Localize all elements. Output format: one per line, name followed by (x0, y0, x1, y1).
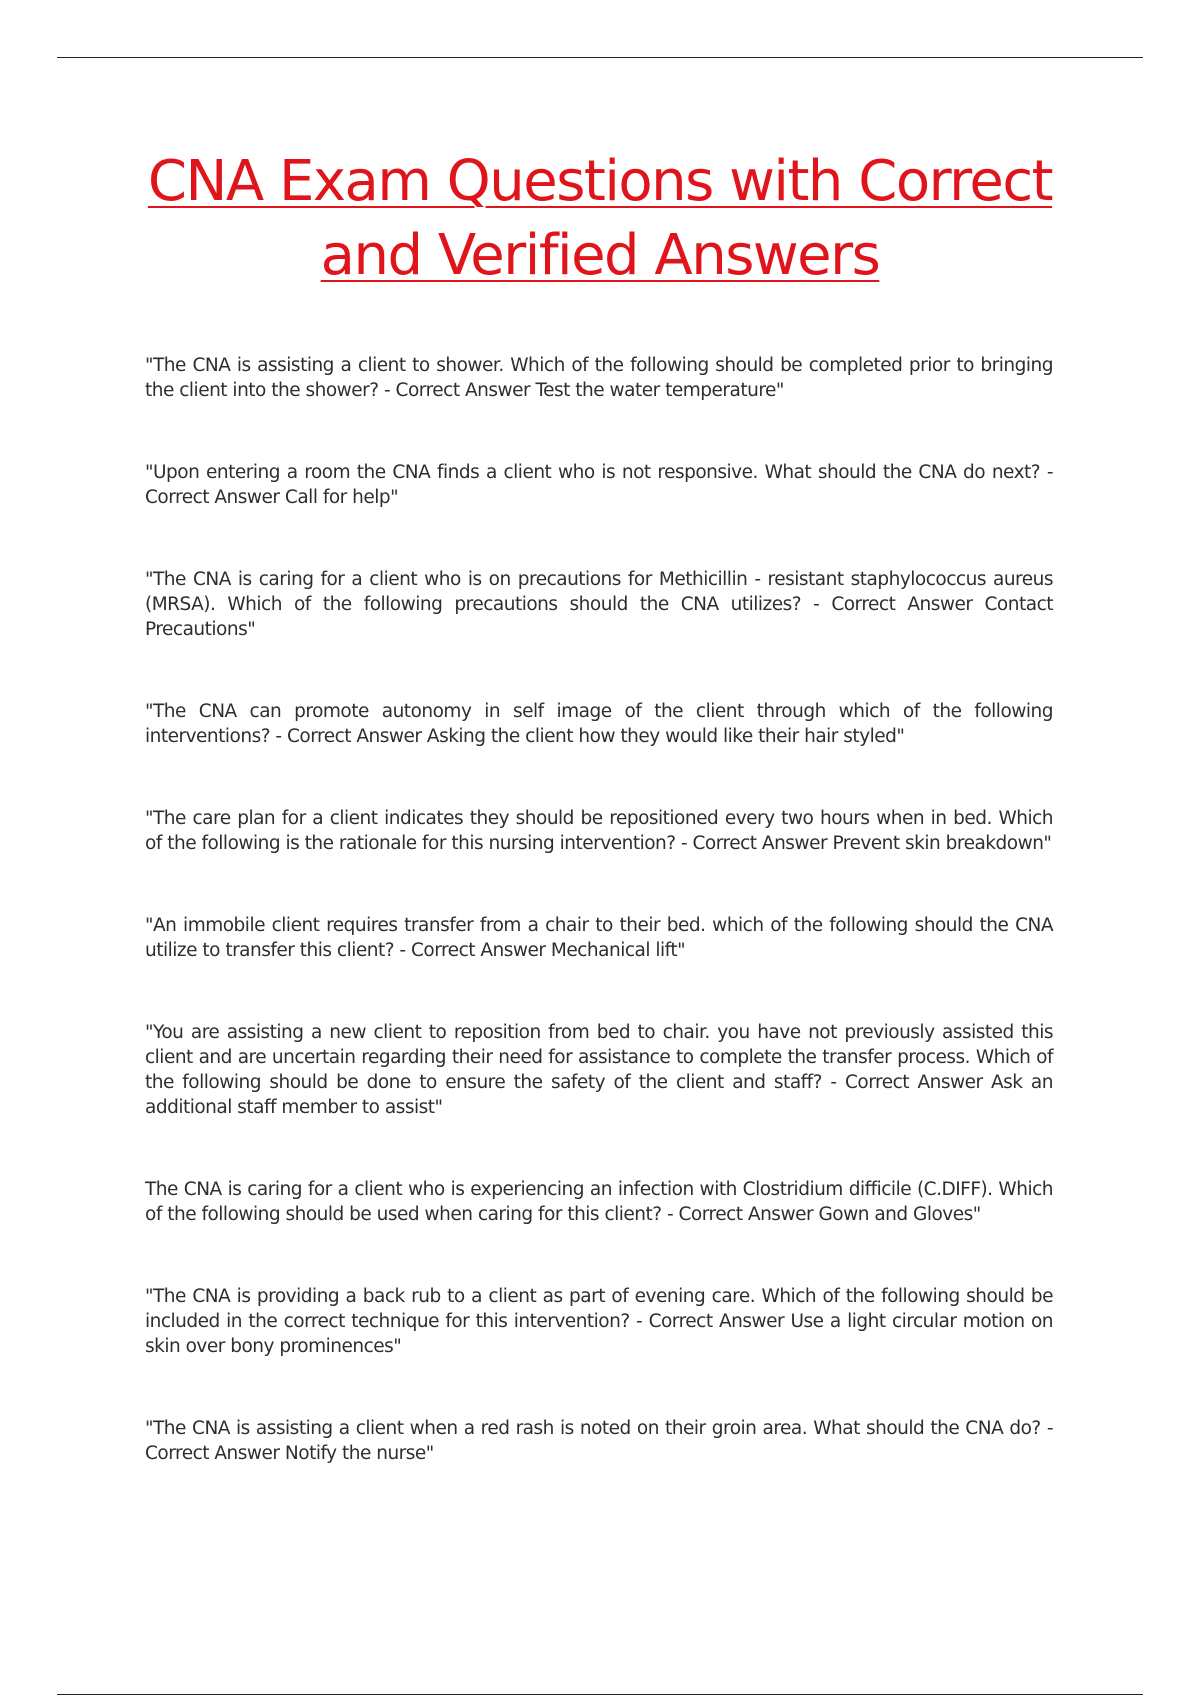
question-item-5: "The care plan for a client indicates they should be repositioned every two hours when in bed. Which of the following is the rationale for this nursing intervention? - Correct Answer Prevent skin breakdown" (145, 808, 1053, 854)
question-item-1: "The CNA is assisting a client to shower. Which of the following should be completed prior to bringing the client into the shower? - Correct Answer Test the water temperature" (145, 355, 1053, 401)
question-item-9: "The CNA is providing a back rub to a client as part of evening care. Which of the following should be included in the correct technique for this intervention? - Correct Answer Use a light circular motion on skin over bony prominences" (145, 1286, 1053, 1357)
question-list (145, 353, 1053, 1523)
question-item-10: "The CNA is assisting a client when a red rash is noted on their groin area. What should the CNA do? - Correct Answer Notify the nurse" (145, 1418, 1053, 1464)
question-item-8: The CNA is caring for a client who is experiencing an infection with Clostridium difficile (C.DIFF). Which of the following should be used when caring for this client? - Correct Answer Gown and Gloves" (145, 1179, 1053, 1225)
question-item-2: "Upon entering a room the CNA finds a client who is not responsive. What should the CNA do next? - Correct Answer Call for help" (145, 462, 1053, 508)
question-item-4: "The CNA can promote autonomy in self image of the client through which of the following interventions? - Correct Answer Asking the client how they would like their hair styled" (145, 701, 1053, 747)
question-item-3: "The CNA is caring for a client who is on precautions for Methicillin - resistant staphylococcus aureus (MRSA). Which of the following precautions should the CNA utilizes? - Correct Answer Contact Precautions" (145, 569, 1053, 640)
question-item-7: "You are assisting a new client to reposition from bed to chair. you have not previously assisted this client and are uncertain regarding their need for assistance to complete the transfer process. Which of the following should be done to ensure the safety of the client and staff? - Correct Answer Ask an additional staff member to assist" (145, 1022, 1053, 1118)
header-rule (57, 57, 1143, 58)
document-title: CNA Exam Questions with Correct and Verified Answers (147, 149, 1053, 288)
question-item-6: "An immobile client requires transfer from a chair to their bed. which of the following should the CNA utilize to transfer this client? - Correct Answer Mechanical lift" (145, 915, 1053, 961)
footer-rule (57, 1694, 1143, 1695)
